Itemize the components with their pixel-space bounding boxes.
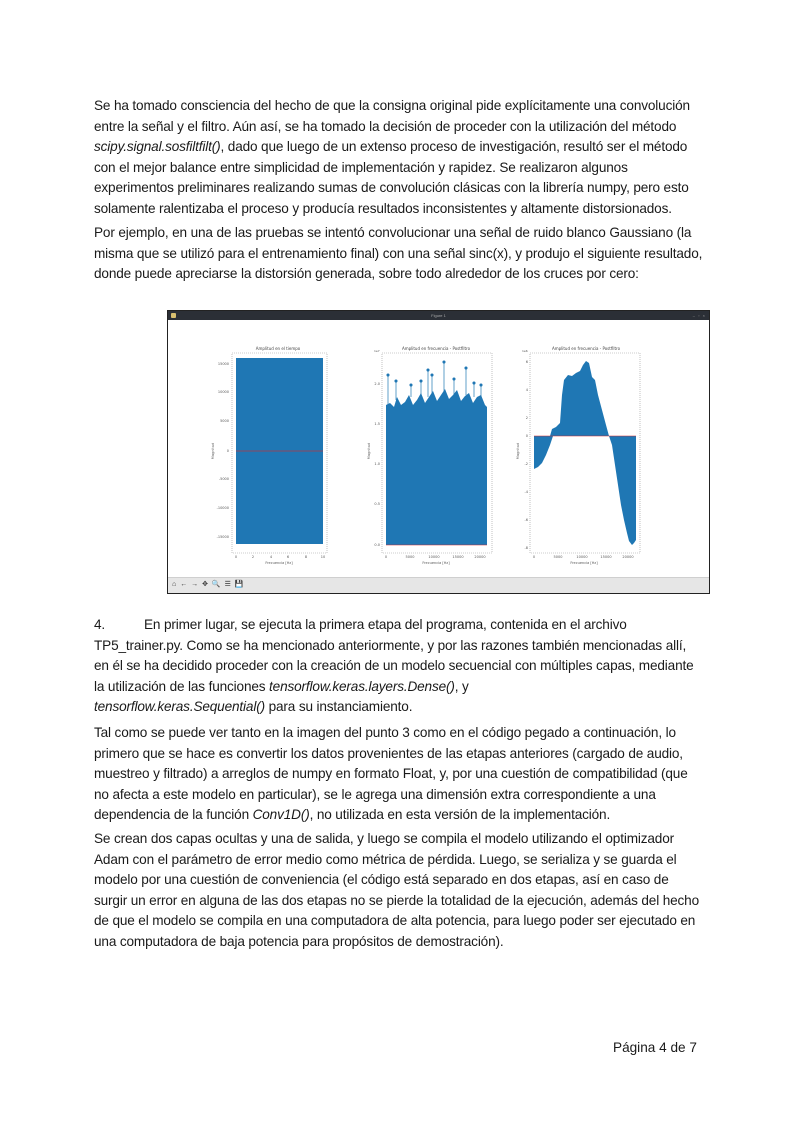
svg-text:15000: 15000: [217, 362, 229, 366]
matplotlib-toolbar: [168, 577, 709, 593]
svg-text:10000: 10000: [217, 390, 229, 394]
paragraph-example: Por ejemplo, en una de las pruebas se intentó convolucionar una señal de ruido blanco Gaussiano (la misma que se utilizó para el entrenamiento final) con una señal sinc(x), y produjo el siguiente resultado, donde puede apreciarse la distorsión generada, sobre todo alrededor de los cruces por cero:: [94, 225, 703, 282]
plot-filtered-spectrum: [516, 345, 646, 575]
svg-text:5000: 5000: [220, 419, 229, 423]
svg-text:1.0: 1.0: [374, 462, 380, 466]
svg-text:Amplitud en el tiempo: Amplitud en el tiempo: [255, 346, 301, 351]
svg-text:Magnitud: Magnitud: [211, 442, 215, 460]
svg-text:Magnitud: Magnitud: [367, 442, 371, 460]
paragraph-step-4: [94, 615, 704, 718]
text: , y: [454, 678, 469, 694]
text: Se ha tomado consciencia del hecho de que la consigna original pide explícitamente una convolución entre la señal y el filtro. Aún así, se ha tomado la decisión de proceder con la utilización del método: [94, 98, 690, 134]
zoom-icon[interactable]: 🔍: [211, 581, 222, 588]
svg-text:1e7: 1e7: [374, 349, 380, 353]
window-controls[interactable]: – ▫ ×: [692, 313, 706, 318]
svg-text:6: 6: [525, 360, 528, 364]
svg-text:0.5: 0.5: [374, 502, 380, 506]
svg-text:-6: -6: [524, 518, 528, 522]
svg-text:15000: 15000: [600, 555, 612, 559]
svg-text:1.5: 1.5: [374, 422, 380, 426]
svg-text:0: 0: [226, 449, 229, 453]
list-number: 4.: [94, 617, 106, 632]
svg-text:-5000: -5000: [218, 477, 229, 481]
svg-text:Frecuencia [Hz]: Frecuencia [Hz]: [422, 561, 450, 565]
plot-time-amplitude: [206, 345, 336, 575]
plot-frequency-spectrum: [366, 345, 496, 575]
svg-text:20000: 20000: [474, 555, 486, 559]
svg-text:2.0: 2.0: [374, 382, 380, 386]
svg-text:2: 2: [251, 555, 255, 559]
svg-text:0: 0: [532, 555, 536, 559]
paragraph-convolution-note: [94, 96, 704, 220]
page-number: Página 4 de 7: [613, 1040, 697, 1055]
svg-text:-8: -8: [524, 546, 528, 550]
svg-text:4: 4: [269, 555, 273, 559]
svg-text:5000: 5000: [405, 555, 415, 559]
svg-text:Frecuencia [Hz]: Frecuencia [Hz]: [570, 561, 598, 565]
svg-text:2: 2: [525, 416, 528, 420]
svg-text:15000: 15000: [452, 555, 464, 559]
svg-text:10000: 10000: [428, 555, 440, 559]
svg-text:Amplitud en frecuencia - Postf: Amplitud en frecuencia - Postfiltro: [401, 346, 471, 351]
window-titlebar: [168, 311, 709, 320]
code-reference: tensorflow.keras.Sequential(): [94, 699, 265, 715]
text: para su instanciamiento.: [264, 699, 413, 715]
configure-subplots-icon[interactable]: ☰: [224, 581, 232, 588]
svg-text:Frecuencia [Hz]: Frecuencia [Hz]: [265, 561, 293, 565]
forward-icon[interactable]: →: [191, 581, 200, 588]
window-title: Figure 1: [431, 313, 446, 318]
svg-text:Amplitud en frecuencia - Postf: Amplitud en frecuencia - Postfiltro: [551, 346, 621, 351]
svg-text:-4: -4: [524, 490, 528, 494]
svg-text:20000: 20000: [622, 555, 634, 559]
svg-text:0: 0: [234, 555, 238, 559]
svg-text:1e6: 1e6: [522, 349, 528, 353]
svg-text:-10000: -10000: [216, 506, 229, 510]
text: En primer lugar, se ejecuta la primera etapa del programa, contenida en el archivo TP5_trainer.py. Como se ha mencionado anteriormente, y por las razones también mencionadas allí, en él se ha decidido proceder con la creación de un modelo secuencial con múltiples capas, mediante la utilización de las funciones: [94, 617, 694, 694]
svg-text:8: 8: [304, 555, 308, 559]
paragraph-data-conversion: [94, 723, 704, 826]
svg-text:-2: -2: [524, 462, 528, 466]
svg-text:4: 4: [525, 388, 528, 392]
svg-text:10: 10: [320, 555, 326, 559]
svg-text:Magnitud: Magnitud: [516, 442, 520, 460]
pan-icon[interactable]: ✥: [202, 581, 209, 588]
svg-text:-15000: -15000: [216, 535, 229, 539]
svg-text:5000: 5000: [553, 555, 563, 559]
code-reference: Conv1D(): [252, 807, 310, 823]
text: , dado que luego de un extenso proceso de investigación, resultó ser el método con el mejor balance entre simplicidad de implementación y rapidez. Se realizaron algunos experimentos preliminares realizando sumas de convolución clásicas con la librería numpy, pero esto solamente ralentizaba el proceso y producía resultados inconsistentes y altamente distorsionados.: [94, 139, 689, 216]
svg-text:6: 6: [286, 555, 290, 559]
code-reference: tensorflow.keras.layers.Dense(): [269, 678, 455, 694]
paragraph-model-compile: Se crean dos capas ocultas y una de salida, y luego se compila el modelo utilizando el optimizador Adam con el parámetro de error medio como métrica de pérdida. Luego, se serializa y se guarda el modelo por una cuestión de conveniencia (el código está separado en dos etapas, así en caso de surgir un error en alguna de las dos etapas no se pierde la totalidad de la ejecución, además del hecho de que el modelo se compila en una computadora de alta potencia, para luego poder ser ejecutado en una computadora de baja potencia para propósitos de demostración).: [94, 831, 699, 949]
code-reference: scipy.signal.sosfiltfilt(): [94, 139, 221, 155]
save-icon[interactable]: 💾: [234, 581, 245, 588]
home-icon[interactable]: ⌂: [172, 581, 178, 588]
text: Tal como se puede ver tanto en la imagen del punto 3 como en el código pegado a continuación, lo primero que se hace es convertir los datos provenientes de las etapas anteriores (cargado de audio, muestreo y filtrado) a arreglos de numpy en formato Float, y, por una cuestión de compatibilidad (que no afecta a este modelo en particular), se le agrega una dimensión extra correspondiente a una dependencia de la función: [94, 725, 688, 823]
svg-text:0.0: 0.0: [374, 543, 380, 547]
text: , no utilizada en esta versión de la implementación.: [309, 807, 611, 823]
svg-text:0: 0: [525, 434, 528, 438]
back-icon[interactable]: ←: [180, 581, 189, 588]
svg-text:10000: 10000: [576, 555, 588, 559]
svg-text:0: 0: [384, 555, 388, 559]
matplotlib-figure-window: [167, 310, 710, 594]
